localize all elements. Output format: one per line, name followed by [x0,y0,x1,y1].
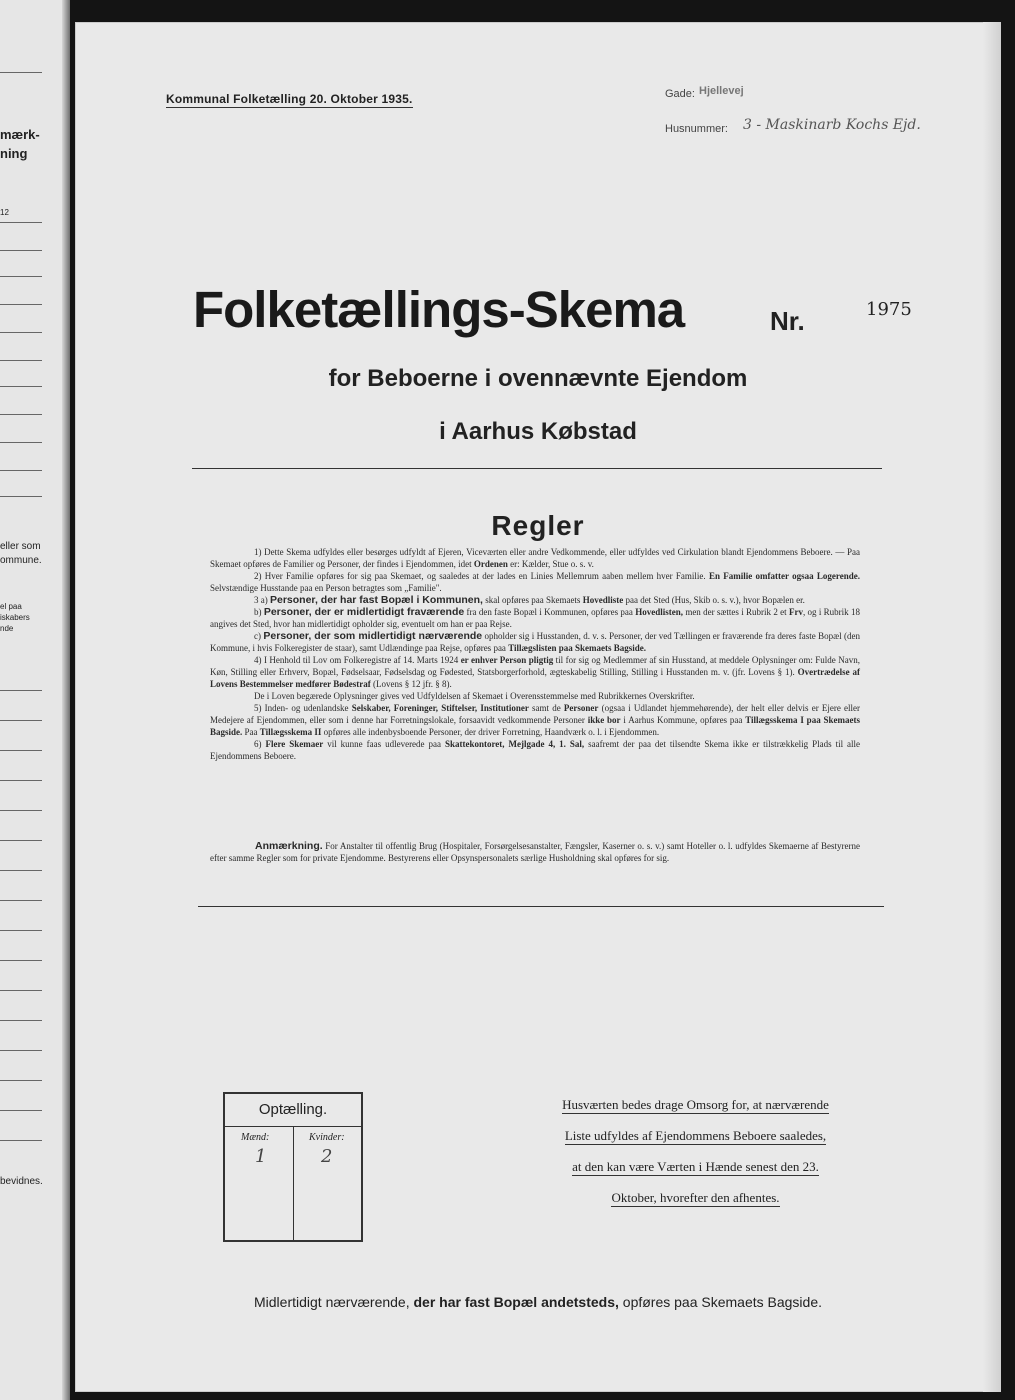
divider [198,906,884,907]
left-fragment: eller som [0,541,41,552]
form-location: i Aarhus Købstad [439,418,637,445]
notice-line: Oktober, hvorefter den afhentes. [611,1190,780,1205]
census-heading: Kommunal Folketælling 20. Oktober 1935. [166,92,413,106]
form-subtitle: for Beboerne i ovennævnte Ejendom [328,365,748,392]
rule-1: 1) Dette Skema udfyldes eller besørges udfyldt af Ejeren, Viceværten eller andre Vedkommende, eller udfyldes ved Cirkulation blandt Ejendommens Beboere. — Paa Skemaet opføres de Familier og Personer, der findes i Ejendommen, idet Ordenen er: Kælder, Stue o. s. v. [210,547,860,569]
count-box [223,1092,363,1242]
count-box-title: Optælling. [225,1094,361,1127]
rule-4b: De i Loven begærede Oplysninger gives ved Udfyldelsen af Skemaet i Overensstemmelse med Rubrikkernes Overskrifter. [254,691,695,701]
landlord-notice [523,1097,868,1221]
rule-6: 6) Flere Skemaer vil kunne faas udleverede paa Skattekontoret, Mejlgade 4, 1. Sal, saafremt der paa det tilsendte Skema ikke er tilstrækkelig Plads til alle Ejendommens Beboere. [210,739,861,761]
notice-line: Liste udfyldes af Ejendommens Beboere saaledes, [564,1128,827,1143]
notice-line: at den kan være Værten i Hænde senest den 23. [572,1159,819,1174]
rule-4: 4) I Henhold til Lov om Folkeregistre af 14. Marts 1924 er enhver Person pligtig til for sig og Medlemmer af sin Husstand, at meddele Oplysninger om: Fulde Navn, Køn, Stilling eller Erhverv, Bopæl, Fødselsaar, Fødselsdag og Fødested, Statsborgerforhold, ægteskabelig Stilling, Stilling i Husstanden m. v. (jfr. Lovens § 1). Overtrædelse af Lovens Bestemmelser medfører Bødestraf (Lovens § 12 jfr. § 8). [210,655,861,689]
rule-3a: 3 a) Personer, der har fast Bopæl i Kommunen, skal opføres paa Skemaets Hovedliste paa det Sted (Hus, Skib o. s. v.), hvor Bopælen er. [254,594,805,606]
left-fragment: 12 [0,208,9,217]
notice-line: Husværten bedes drage Omsorg for, at nærværende [562,1097,829,1112]
form-title: Folketællings-Skema [193,281,685,338]
rule-2: 2) Hver Familie opføres for sig paa Skemaet, og saaledes at der lades en Linies Mellemrum aaben mellem hver Familie. En Familie omfatter ogsaa Logerende. Selvstændige Husstande paa en Person betragtes som „Familie". [210,571,860,593]
form-number-label: Nr. [770,306,805,336]
rule-5: 5) Inden- og udenlandske Selskaber, Foreninger, Stiftelser, Institutioner samt de Personer (ogsaa i Udlandet hjemmehørende), der helt eller delvis er Ejere eller Medejere af Ejendommen, eller som i denne har Forretningslokale, forsaavidt vedkommende Personer ikke bor i Aarhus Kommune, opføres paa Tillægsskema I paa Skemaets Bagside. Paa Tillægsskema II opføres alle indenbysboende Personer, der driver Forretning, Haandværk o. l. i Ejendommen. [210,703,861,737]
house-number-label: Husnummer: [665,123,728,135]
house-number-value: 3 - Maskinarb Kochs Ejd. [743,117,921,133]
street-label: Gade: [665,88,695,100]
left-fragment: ommune. [0,555,42,566]
left-fragment: iskabers [0,613,30,622]
women-label: Kvinder: [309,1132,345,1143]
rule-3b: b) Personer, der er midlertidigt fraværende fra den faste Bopæl i Kommunen, opføres paa Hovedlisten, men der sættes i Rubrik 2 et Frv, og i Rubrik 18 angives det Sted, hvor han midlertidigt opholder sig, eventuelt om han er paa Rejse. [210,606,860,629]
left-fragment: el paa [0,602,22,611]
footer-note: Midlertidigt nærværende, der har fast Bopæl andetsteds, opføres paa Skemaets Bagside. [253,1294,823,1310]
form-number-value: 1975 [866,299,912,320]
left-fragment: mærk- [0,127,40,142]
divider [192,468,882,469]
men-count: 1 [255,1146,267,1167]
men-label: Mænd: [241,1132,270,1143]
remark-text: Anmærkning. For Anstalter til offentlig Brug (Hospitaler, Forsørgelsesanstalter, Fængsler, Kaserner o. s. v.) samt Hoteller o. l. udfyldes Skemaerne af Bestyrerne efter samme Regler som for private Ejendomme. Bestyrerens eller Opsynspersonalets særlige Husholdning skal opføres for sig. [210,840,861,863]
women-count: 2 [321,1146,333,1167]
remark-heading: Anmærkning. [255,840,323,852]
left-fragment: ning [0,146,28,161]
rules-text [210,546,860,762]
left-fragment: nde [0,624,14,633]
rules-heading: Regler [491,510,585,541]
previous-page-edge [0,0,70,1400]
street-value: Hjellevej [699,85,744,97]
census-form-page [75,22,1001,1392]
rule-3c: c) Personer, der som midlertidigt nærværende opholder sig i Husstanden, d. v. s. Personer, der ved Tællingen er fraværende fra deres faste Bopæl (den Kommune, i hvis Folkeregister de staar), samt Udlændinge paa Rejse, opføres paa Tillægslisten paa Skemaets Bagside. [210,630,861,653]
left-fragment: bevidnes. [0,1176,43,1187]
